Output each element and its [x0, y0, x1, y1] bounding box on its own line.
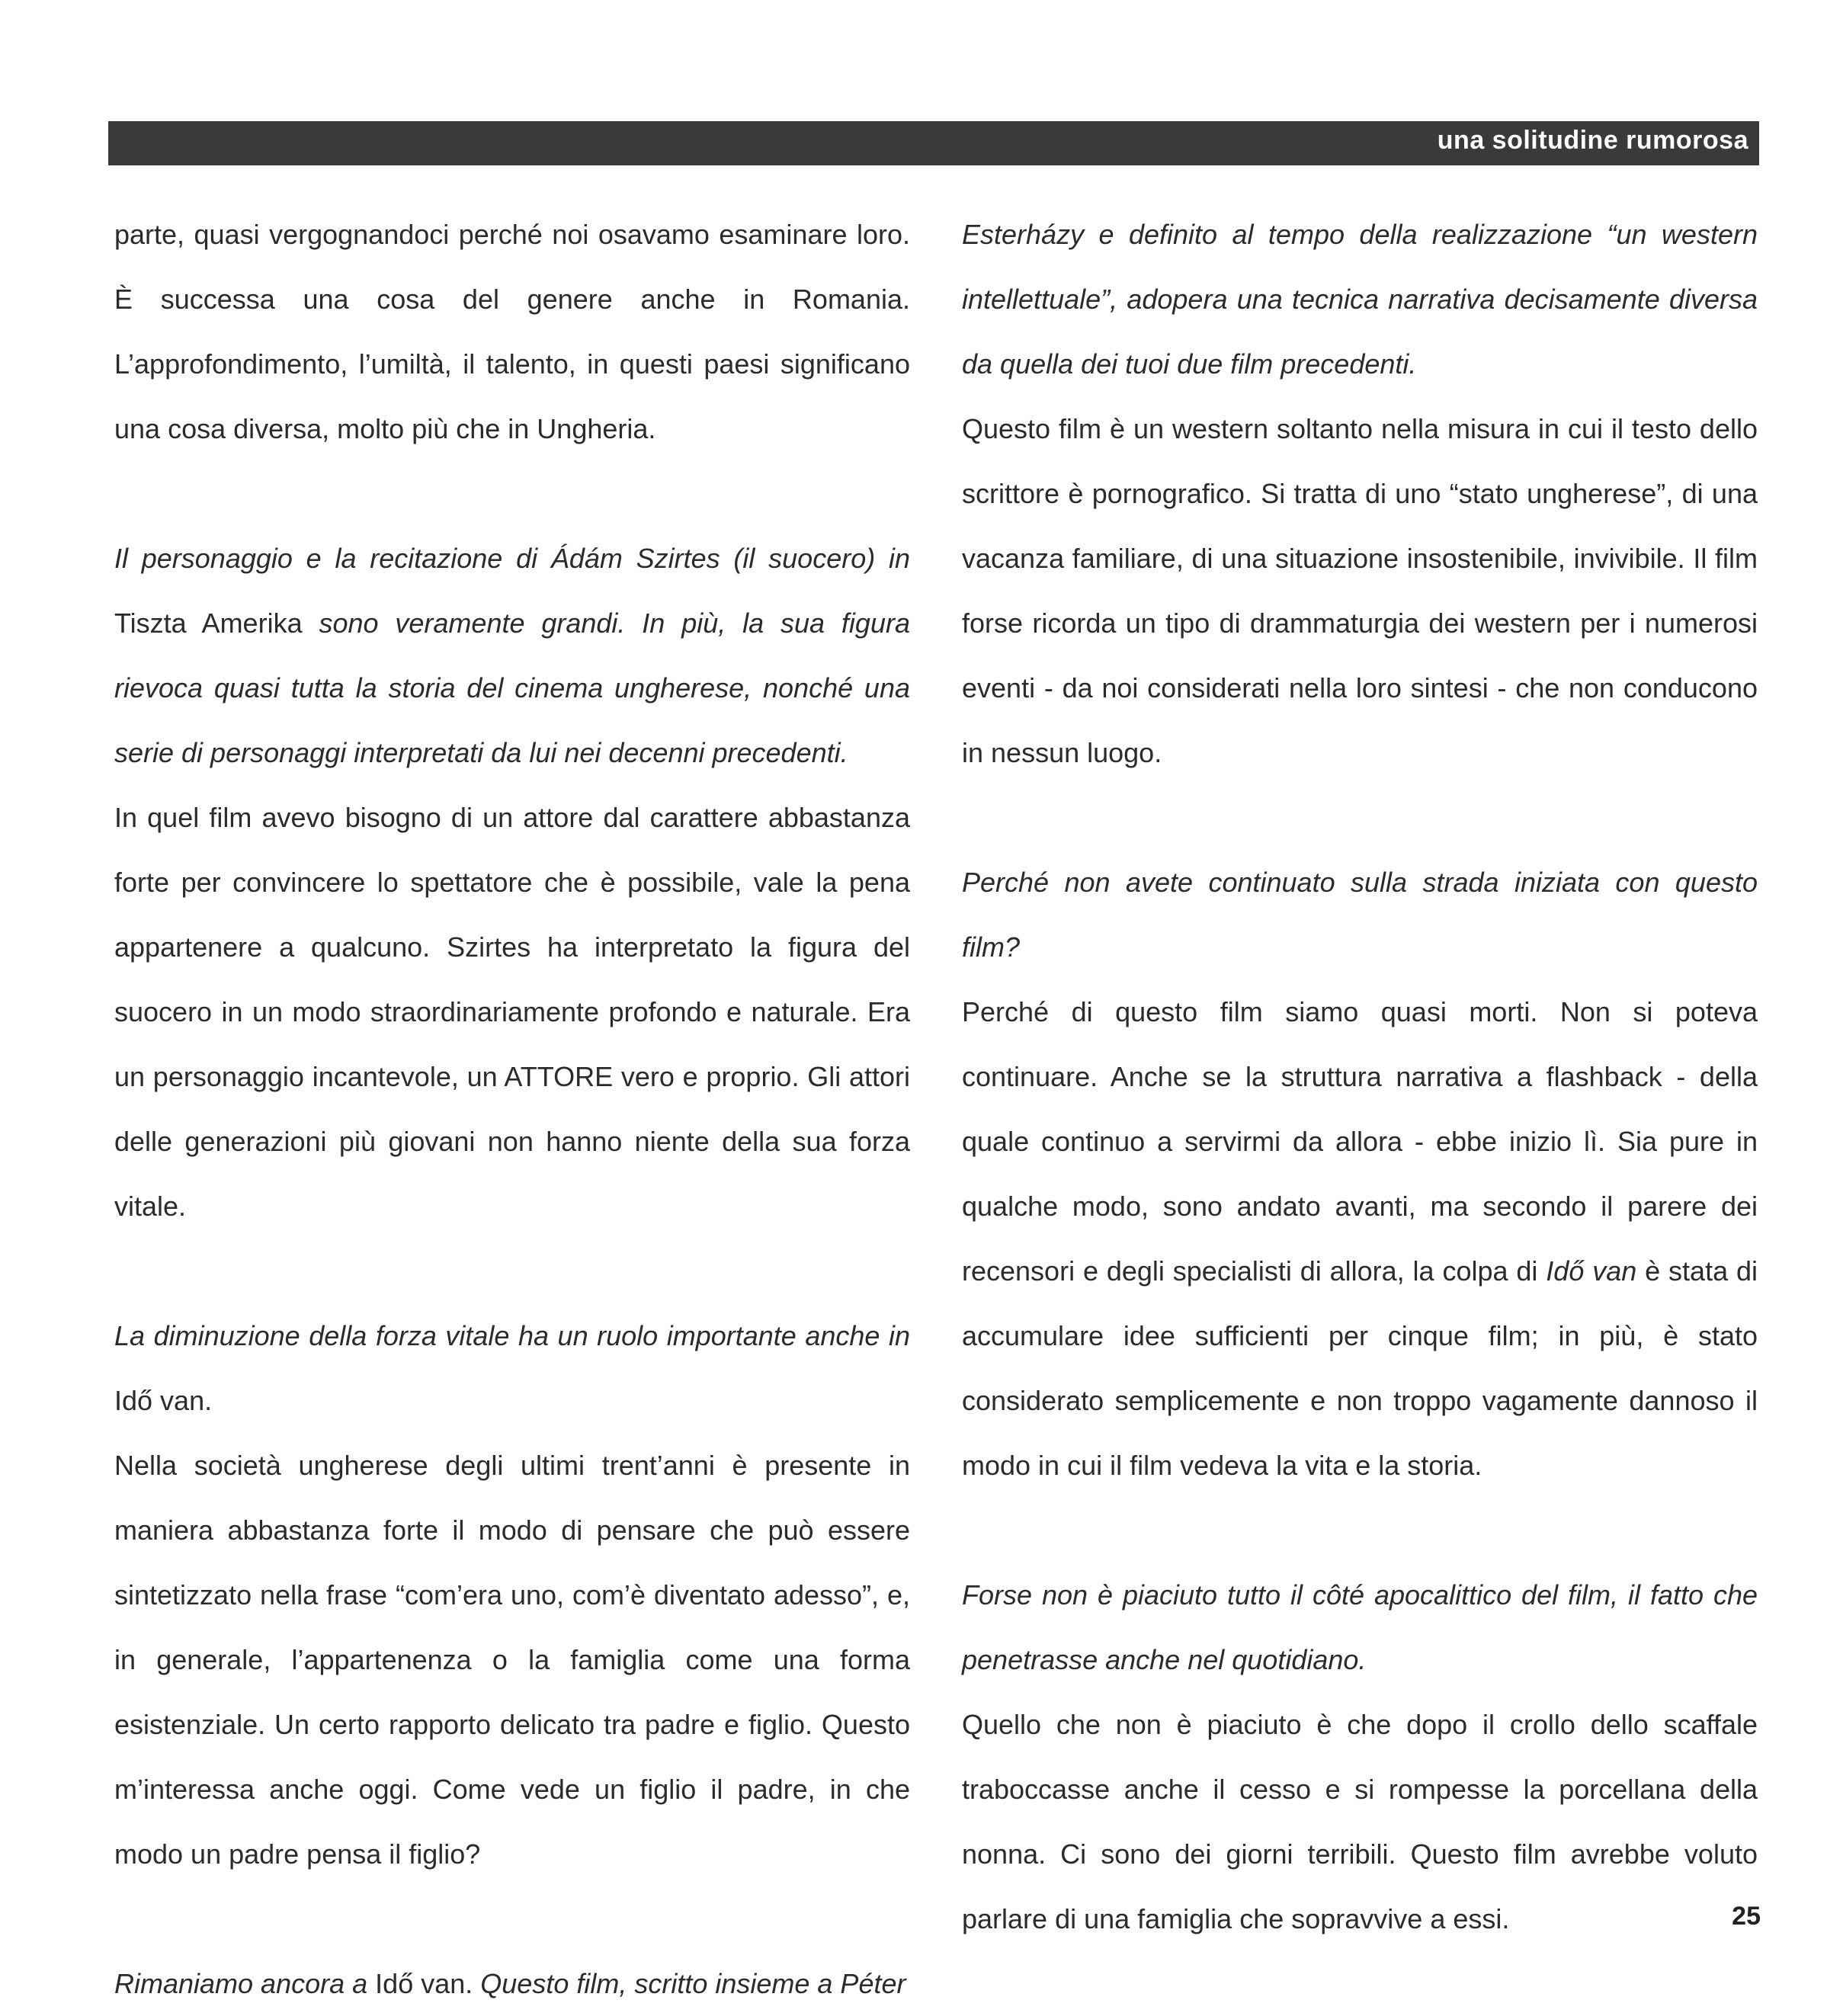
- left-column: [114, 202, 910, 2016]
- question-paragraph: Esterházy e definito al tempo della realizzazione “un western intellettuale”, adopera una tecnica narrativa decisamente diversa da quella dei tuoi due film precedenti.: [962, 219, 1758, 380]
- page-number: 25: [1732, 1902, 1761, 1931]
- right-column: [962, 202, 1758, 1951]
- answer-paragraph: In quel film avevo bisogno di un attore dal carattere abbastanza forte per convincere lo spettatore che è possibile, vale la pena appartenere a qualcuno. Szirtes ha interpretato la figura del suocero in un modo straordinariamente profondo e naturale. Era un personaggio incantevole, un ATTORE vero e proprio. Gli attori delle generazioni più giovani non hanno niente della sua forza vitale.: [114, 802, 910, 1222]
- header-bar: [108, 121, 1759, 165]
- answer-paragraph: Questo film è un western soltanto nella misura in cui il testo dello scrittore è pornografico. Si tratta di uno “stato ungherese”, di una vacanza familiare, di una situazione insostenibile, invivibile. Il film forse ricorda un tipo di drammaturgia dei western per i numerosi eventi - da noi considerati nella loro sintesi - che non conducono in nessun luogo.: [962, 413, 1758, 768]
- answer-paragraph: parte, quasi vergognandoci perché noi osavamo esaminare loro. È successa una cosa del genere anche in Romania. L’approfondimento, l’umiltà, il talento, in questi paesi significano una cosa diversa, molto più che in Ungheria.: [114, 219, 910, 444]
- question-paragraph: Il personaggio e la recitazione di Ádám Szirtes (il suocero) in Tiszta Amerika sono veramente grandi. In più, la sua figura rievoca quasi tutta la storia del cinema ungherese, nonché una serie di personaggi interpretati da lui nei decenni precedenti.: [114, 543, 910, 768]
- question-paragraph: Forse non è piaciuto tutto il côté apocalittico del film, il fatto che penetrasse anche nel quotidiano.: [962, 1579, 1758, 1675]
- question-paragraph: La diminuzione della forza vitale ha un ruolo importante anche in Idő van.: [114, 1320, 910, 1416]
- running-header-title: una solitudine rumorosa: [1437, 126, 1748, 155]
- question-paragraph: Perché non avete continuato sulla strada iniziata con questo film?: [962, 867, 1758, 963]
- answer-paragraph: Perché di questo film siamo quasi morti. Non si poteva continuare. Anche se la struttura narrativa a flashback - della quale continuo a servirmi da allora - ebbe inizio lì. Sia pure in qualche modo, sono andato avanti, ma secondo il parere dei recensori e degli specialisti di allora, la colpa di Idő van è stata di accumulare idee sufficienti per cinque film; in più, è stato considerato semplicemente e non troppo vagamente dannoso il modo in cui il film vedeva la vita e la storia.: [962, 996, 1758, 1481]
- question-paragraph: Rimaniamo ancora a Idő van. Questo film, scritto insieme a Péter: [114, 1968, 906, 1999]
- answer-paragraph: Quello che non è piaciuto è che dopo il crollo dello scaffale traboccasse anche il cesso e si rompesse la porcellana della nonna. Ci sono dei giorni terribili. Questo film avrebbe voluto parlare di una famiglia che sopravvive a essi.: [962, 1709, 1758, 1934]
- answer-paragraph: Nella società ungherese degli ultimi trent’anni è presente in maniera abbastanza forte il modo di pensare che può essere sintetizzato nella frase “com’era uno, com’è diventato adesso”, e, in generale, l’appartenenza o la famiglia come una forma esistenziale. Un certo rapporto delicato tra padre e figlio. Questo m’interessa anche oggi. Come vede un figlio il padre, in che modo un padre pensa il figlio?: [114, 1450, 910, 1870]
